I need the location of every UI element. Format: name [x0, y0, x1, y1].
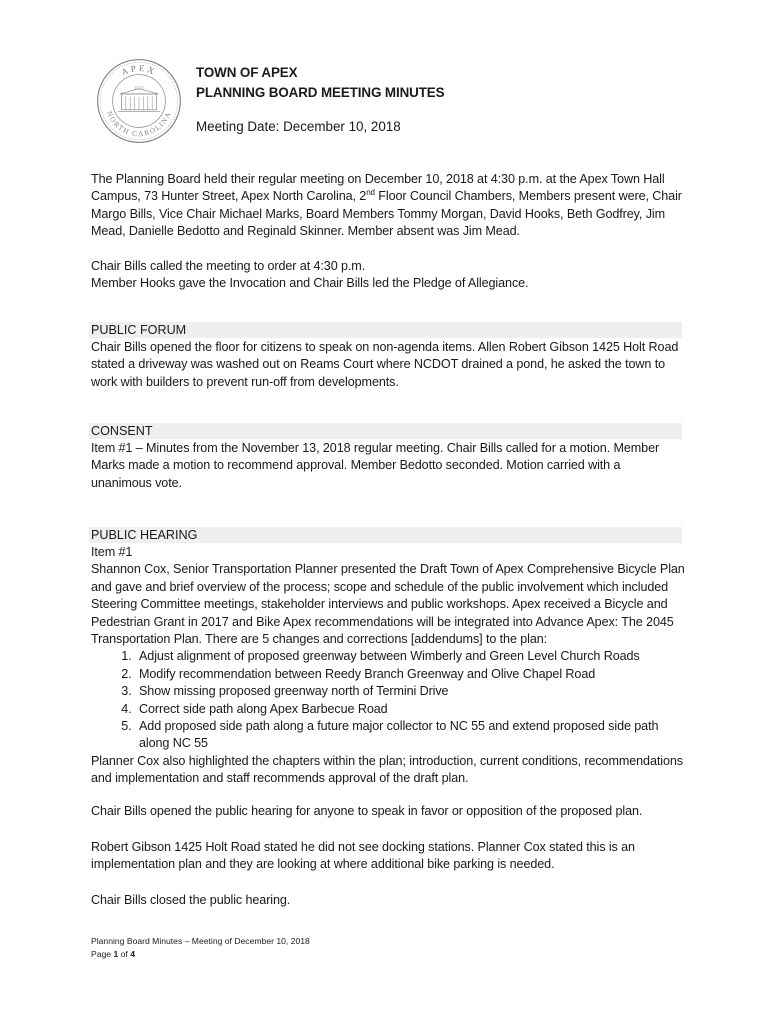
page-of: of	[118, 948, 131, 959]
section-heading-public-hearing: PUBLIC HEARING	[89, 527, 682, 543]
hearing-closed-text: Chair Bills closed the public hearing.	[91, 893, 291, 907]
list-item: 1. Adjust alignment of proposed greenway between Wimberly and Green Level Church Roads	[135, 648, 691, 665]
invocation-line: Member Hooks gave the Invocation and Chair Bills led the Pledge of Allegiance.	[91, 276, 529, 291]
intro-text-a: The Planning Board held their regular meeting on December 10, 2018 at 4:30 p.m. at the Apex Town Hall Campus, 73 Hunter Street, Apex North Carolina, 2	[91, 172, 665, 204]
section-heading-consent: CONSENT	[89, 423, 682, 439]
call-to-order-line: Chair Bills called the meeting to order at 4:30 p.m.	[91, 259, 366, 273]
list-item: 5. Add proposed side path along a future major collector to NC 55 and extend proposed side path along NC 55	[135, 718, 691, 753]
page-footer	[91, 935, 310, 960]
ordinal-suffix: nd	[366, 188, 375, 198]
after-list-text: Planner Cox also highlighted the chapters within the plan; introduction, current conditions, recommendations and implementation and staff recommends approval of the draft plan.	[91, 753, 683, 786]
hearing-opened-text: Chair Bills opened the public hearing for anyone to speak in favor or opposition of the proposed plan.	[91, 804, 643, 818]
intro-text-b: Floor Council Chambers, Members present were, Chair Margo Bills, Vice Chair Michael Marks, Board Members Tommy Morgan, David Hooks, Beth Godfrey, Jim Mead, Danielle Bedotto and Reginald Skinner. Member absent was Jim Mead.	[91, 189, 682, 239]
page-number	[91, 948, 310, 961]
call-to-order	[91, 258, 691, 293]
section-heading-public-forum: PUBLIC FORUM	[89, 322, 682, 338]
svg-text:NORTH CAROLINA: NORTH CAROLINA	[104, 109, 174, 139]
item-label: Item #1	[91, 545, 133, 559]
intro-paragraph	[91, 171, 687, 241]
list-item: 3. Show missing proposed greenway north of Termini Drive	[135, 683, 691, 700]
addendum-list	[91, 648, 691, 752]
consent-text: Item #1 – Minutes from the November 13, 2018 regular meeting. Chair Bills called for a motion. Member Marks made a motion to recommend approval. Member Bedotto seconded. Motion carried with a unanimous vote.	[91, 441, 660, 490]
list-item: 4. Correct side path along Apex Barbecue Road	[135, 701, 691, 718]
svg-text:APEX: APEX	[119, 62, 159, 78]
footer-title: Planning Board Minutes – Meeting of December 10, 2018	[91, 936, 310, 946]
page-current: 1	[113, 948, 119, 959]
page-total: 4	[130, 948, 135, 959]
page-prefix: Page	[91, 948, 114, 959]
public-forum-text: Chair Bills opened the floor for citizens to speak on non-agenda items. Allen Robert Gibson 1425 Holt Road stated a driveway was washed out on Reams Court where NCDOT drained a pond, he asked the town to work with builders to prevent run-off from developments.	[91, 340, 679, 389]
public-hearing-intro: Shannon Cox, Senior Transportation Planner presented the Draft Town of Apex Comprehensive Bicycle Plan and gave and brief overview of the process; scope and schedule of the public involvement which included Steering Committee meetings, stakeholder interviews and public workshops. Apex received a Bicycle and Pedestrian Grant in 2017 and Bike Apex recommendations will be integrated into Advance Apex: The 2045 Transportation Plan. There are 5 changes and corrections [addendums] to the plan:	[91, 562, 685, 647]
org-name: TOWN OF APEX	[196, 65, 298, 80]
town-seal-logo	[95, 57, 183, 145]
document-title: PLANNING BOARD MEETING MINUTES	[196, 85, 445, 100]
meeting-date: Meeting Date: December 10, 2018	[196, 119, 401, 134]
svg-text:1873: 1873	[134, 85, 144, 91]
gibson-statement: Robert Gibson 1425 Holt Road stated he did not see docking stations. Planner Cox stated this is an implementation plan and they are looking at where additional bike parking is needed.	[91, 840, 635, 872]
public-hearing-block	[91, 544, 691, 788]
title-block	[196, 63, 444, 134]
list-item: 2. Modify recommendation between Reedy Branch Greenway and Olive Chapel Road	[135, 666, 691, 683]
